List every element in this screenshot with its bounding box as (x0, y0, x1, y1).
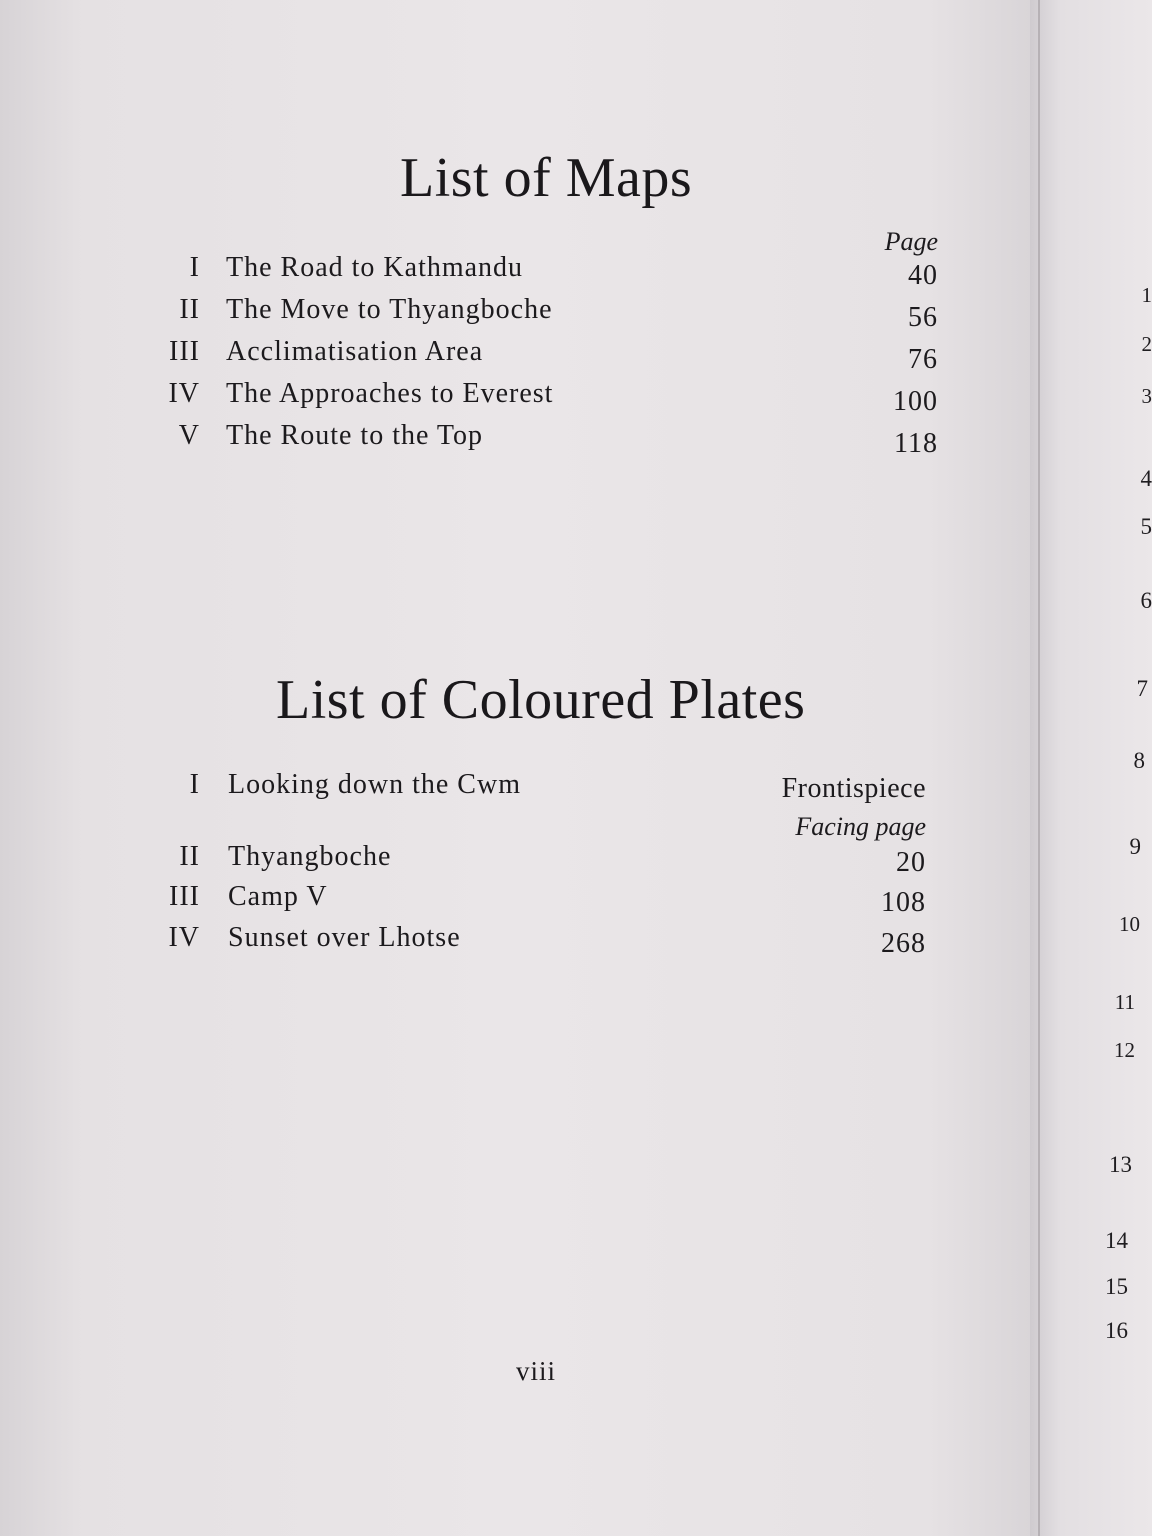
facing-page-number: 11 (1114, 990, 1135, 1014)
map-entry-title: Acclimatisation Area (226, 336, 484, 367)
facing-page-number: 6 (1140, 588, 1152, 613)
facing-page-number: 1 (1141, 283, 1152, 307)
map-entry-page: 56 (908, 302, 938, 333)
plate-entry-number: II (179, 841, 200, 872)
map-entry-title: The Route to the Top (226, 420, 484, 451)
facing-page-number: 14 (1105, 1228, 1128, 1253)
facing-page-number: 3 (1141, 384, 1152, 408)
map-entry (140, 416, 940, 459)
maps-heading: List of Maps (400, 147, 693, 209)
map-entry (140, 290, 940, 333)
maps-page-column-label: Page (884, 227, 938, 256)
page-folio: viii (516, 1356, 557, 1386)
map-entry-number: II (179, 294, 200, 325)
plate-entry-frontispiece (140, 765, 940, 805)
map-entry-page: 118 (894, 428, 938, 459)
facing-page-number: 16 (1105, 1318, 1128, 1343)
plate-entry-page: 108 (881, 887, 926, 918)
map-entry-page: 100 (893, 386, 938, 417)
map-entry-number: III (169, 336, 200, 367)
plate-entry-title: Looking down the Cwm (228, 769, 521, 800)
plate-entry-title: Sunset over Lhotse (228, 922, 461, 953)
plate-entry-page: 20 (896, 847, 926, 878)
map-entry (140, 332, 940, 375)
plate-entry (140, 918, 940, 958)
map-entry-page: 76 (908, 344, 938, 375)
plate-entry-title: Camp V (228, 881, 328, 912)
facing-page-number: 5 (1140, 514, 1152, 539)
plate-entry (140, 837, 940, 877)
map-entry-title: The Road to Kathmandu (226, 252, 524, 283)
facing-page-number: 10 (1119, 912, 1140, 936)
facing-page-number: 8 (1133, 748, 1145, 773)
facing-page-number: 12 (1114, 1038, 1135, 1062)
map-entry-page: 40 (908, 260, 938, 291)
plate-entry-number: IV (168, 922, 200, 953)
facing-page-number: 2 (1141, 332, 1152, 356)
map-entry-title: The Approaches to Everest (226, 378, 554, 409)
page-gutter (1038, 0, 1040, 1536)
plate-entry-page: Frontispiece (781, 773, 926, 804)
facing-page-number: 7 (1136, 676, 1148, 701)
plate-entry-page: 268 (881, 928, 926, 959)
plate-entry (140, 877, 940, 917)
facing-page-number: 15 (1105, 1274, 1128, 1299)
plate-entry-title: Thyangboche (228, 841, 392, 872)
map-entry-number: I (189, 252, 200, 283)
facing-page-number: 13 (1109, 1152, 1132, 1177)
facing-page-number: 9 (1129, 834, 1141, 859)
plates-heading: List of Coloured Plates (276, 669, 806, 731)
map-entry (140, 374, 940, 417)
plate-entry-number: I (189, 769, 200, 800)
plate-entry-number: III (169, 881, 200, 912)
map-entry-number: V (178, 420, 200, 451)
facing-page-number: 4 (1140, 466, 1152, 491)
map-entry-number: IV (168, 378, 200, 409)
map-entry-title: The Move to Thyangboche (226, 294, 553, 325)
map-entry (140, 248, 940, 291)
plates-page-column-label: Facing page (795, 812, 926, 841)
